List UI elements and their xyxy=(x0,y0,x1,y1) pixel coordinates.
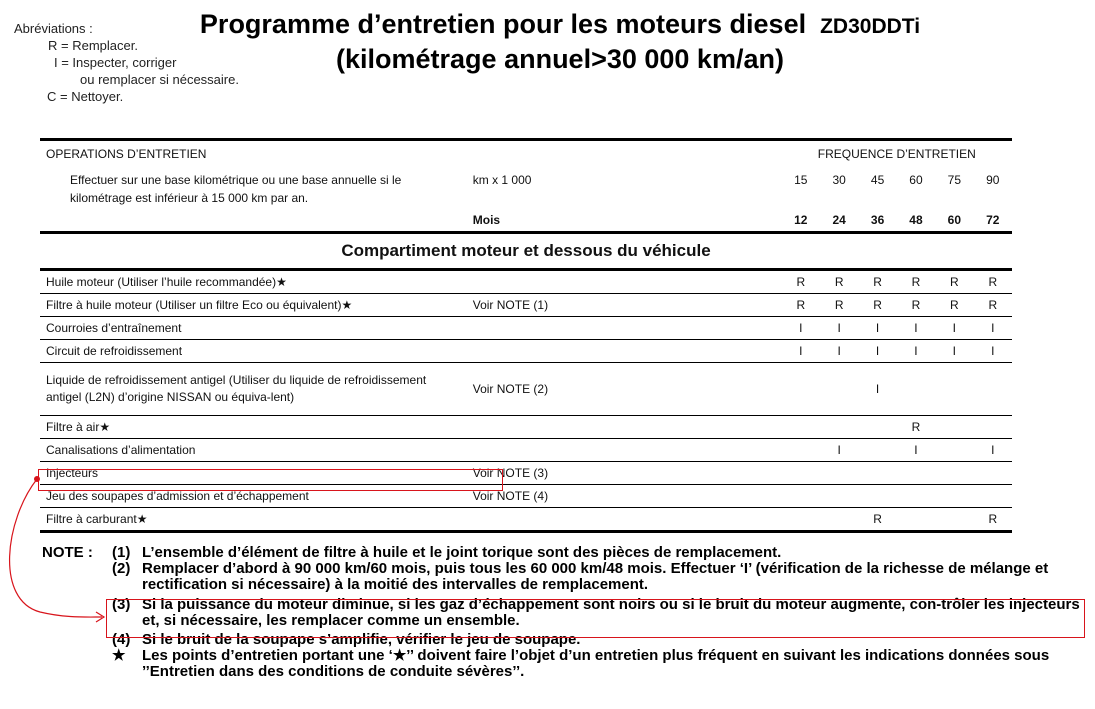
operation-cell: Courroies d’entraînement xyxy=(40,317,467,340)
section-title: Compartiment moteur et dessous du véhicule xyxy=(40,233,1012,270)
freq-cell: I xyxy=(782,340,820,363)
operation-cell: Injecteurs xyxy=(40,462,467,485)
freq-cell: R xyxy=(897,416,935,439)
note-number: (2) xyxy=(112,560,131,577)
freq-cell: I xyxy=(858,363,896,416)
operation-cell: Filtre à huile moteur (Utiliser un filtre Eco ou équivalent)★ xyxy=(40,294,467,317)
freq-cell: I xyxy=(935,340,973,363)
freq-cell: I xyxy=(897,317,935,340)
engine-model: ZD30DDTi xyxy=(820,15,921,38)
title-line1: Programme d’entretien pour les moteurs diesel xyxy=(199,9,807,39)
abbr-replace: R = Remplacer. xyxy=(48,38,138,53)
note-number: (1) xyxy=(112,544,131,561)
month-48: 48 xyxy=(897,209,935,233)
month-36: 36 xyxy=(858,209,896,233)
freq-cell: I xyxy=(935,317,973,340)
note-number: (3) xyxy=(112,596,131,613)
operation-cell: Canalisations d’alimentation xyxy=(40,439,467,462)
km-60: 60 xyxy=(909,173,923,187)
freq-cell: R xyxy=(974,270,1012,294)
operation-cell: Huile moteur (Utiliser l’huile recommandée)★ xyxy=(40,270,467,294)
freq-cell: R xyxy=(820,294,858,317)
operations-header: OPERATIONS D’ENTRETIEN xyxy=(40,140,467,168)
note-text: Remplacer d’abord à 90 000 km/60 mois, puis tous les 60 000 km/48 mois. Effectuer ‘I’ (vérification de la richesse de mélange et rectification si nécessaire) à la moitié des intervalles de remplacement. xyxy=(142,560,1049,593)
note-text: Les points d’entretien portant une ‘★’’ doivent faire l’objet d’un entretien plus fréquent en suivant les indications données sous ’’Entretien dans des conditions de conduite sévères’’. xyxy=(142,647,1050,680)
freq-cell: I xyxy=(974,317,1012,340)
note-cell: Voir NOTE (2) xyxy=(467,363,782,416)
freq-cell: R xyxy=(974,294,1012,317)
month-72: 72 xyxy=(974,209,1012,233)
operation-cell: Liquide de refroidissement antigel (Utiliser du liquide de refroidissement antigel (L2N) d’origine NISSAN ou équiva-lent) xyxy=(40,363,467,416)
note-number: (4) xyxy=(112,631,131,648)
km-label: km x 1 000 xyxy=(472,173,532,187)
abbr-inspect-cont: ou remplacer si nécessaire. xyxy=(80,72,239,87)
freq-cell: I xyxy=(820,340,858,363)
month-12: 12 xyxy=(782,209,820,233)
note-cell: Voir NOTE (4) xyxy=(467,485,782,508)
frequency-header: FREQUENCE D’ENTRETIEN xyxy=(782,140,1012,168)
operation-cell: Filtre à carburant★ xyxy=(40,508,467,532)
freq-cell: R xyxy=(858,270,896,294)
freq-cell: R xyxy=(897,270,935,294)
freq-cell: R xyxy=(858,508,896,532)
star-icon: ★ xyxy=(112,647,126,664)
basis-text: Effectuer sur une base kilométrique ou une base annuelle si le kilométrage est inférieur à 15 000 km par an. xyxy=(70,173,402,205)
note-text: Si le bruit de la soupape s’amplifie, vérifier le jeu de soupape. xyxy=(142,631,581,648)
title-line2: (kilométrage annuel>30 000 km/an) xyxy=(336,44,784,74)
freq-cell: R xyxy=(974,508,1012,532)
operation-cell: Circuit de refroidissement xyxy=(40,340,467,363)
freq-cell: I xyxy=(897,439,935,462)
km-30: 30 xyxy=(832,173,846,187)
freq-cell: I xyxy=(974,340,1012,363)
freq-cell: I xyxy=(858,340,896,363)
month-24: 24 xyxy=(820,209,858,233)
km-75: 75 xyxy=(947,173,962,187)
note-cell: Voir NOTE (1) xyxy=(467,294,782,317)
annotation-arrow-line xyxy=(10,479,102,617)
freq-cell: I xyxy=(974,439,1012,462)
freq-cell: R xyxy=(935,270,973,294)
km-45: 45 xyxy=(870,173,885,187)
abbreviations-title: Abréviations : xyxy=(14,21,93,36)
freq-cell: R xyxy=(897,294,935,317)
abbr-clean: C = Nettoyer. xyxy=(47,89,124,104)
km-90: 90 xyxy=(986,173,1000,187)
km-15: 15 xyxy=(794,173,808,187)
freq-cell: I xyxy=(782,317,820,340)
months-label: Mois xyxy=(467,209,782,233)
note-text: L’ensemble d’élément de filtre à huile et le joint torique sont des pièces de remplacement. xyxy=(142,544,782,561)
abbr-inspect: I = Inspecter, corriger xyxy=(54,55,177,70)
freq-cell: R xyxy=(858,294,896,317)
freq-cell: R xyxy=(782,294,820,317)
note-text: Si la puissance du moteur diminue, si les gaz d’échappement sont noirs ou si le bruit du moteur augmente, con-trôler les injecteurs et, si nécessaire, les remplacer comme un ensemble. xyxy=(142,596,1080,629)
note-cell: Voir NOTE (3) xyxy=(467,462,782,485)
freq-cell: R xyxy=(782,270,820,294)
freq-cell: R xyxy=(820,270,858,294)
operation-cell: Jeu des soupapes d’admission et d’échappement xyxy=(40,485,467,508)
freq-cell: I xyxy=(820,439,858,462)
notes-label: NOTE : xyxy=(42,544,93,561)
freq-cell: R xyxy=(935,294,973,317)
month-60: 60 xyxy=(935,209,973,233)
freq-cell: I xyxy=(897,340,935,363)
freq-cell: I xyxy=(858,317,896,340)
freq-cell: I xyxy=(820,317,858,340)
operation-cell: Filtre à air★ xyxy=(40,416,467,439)
